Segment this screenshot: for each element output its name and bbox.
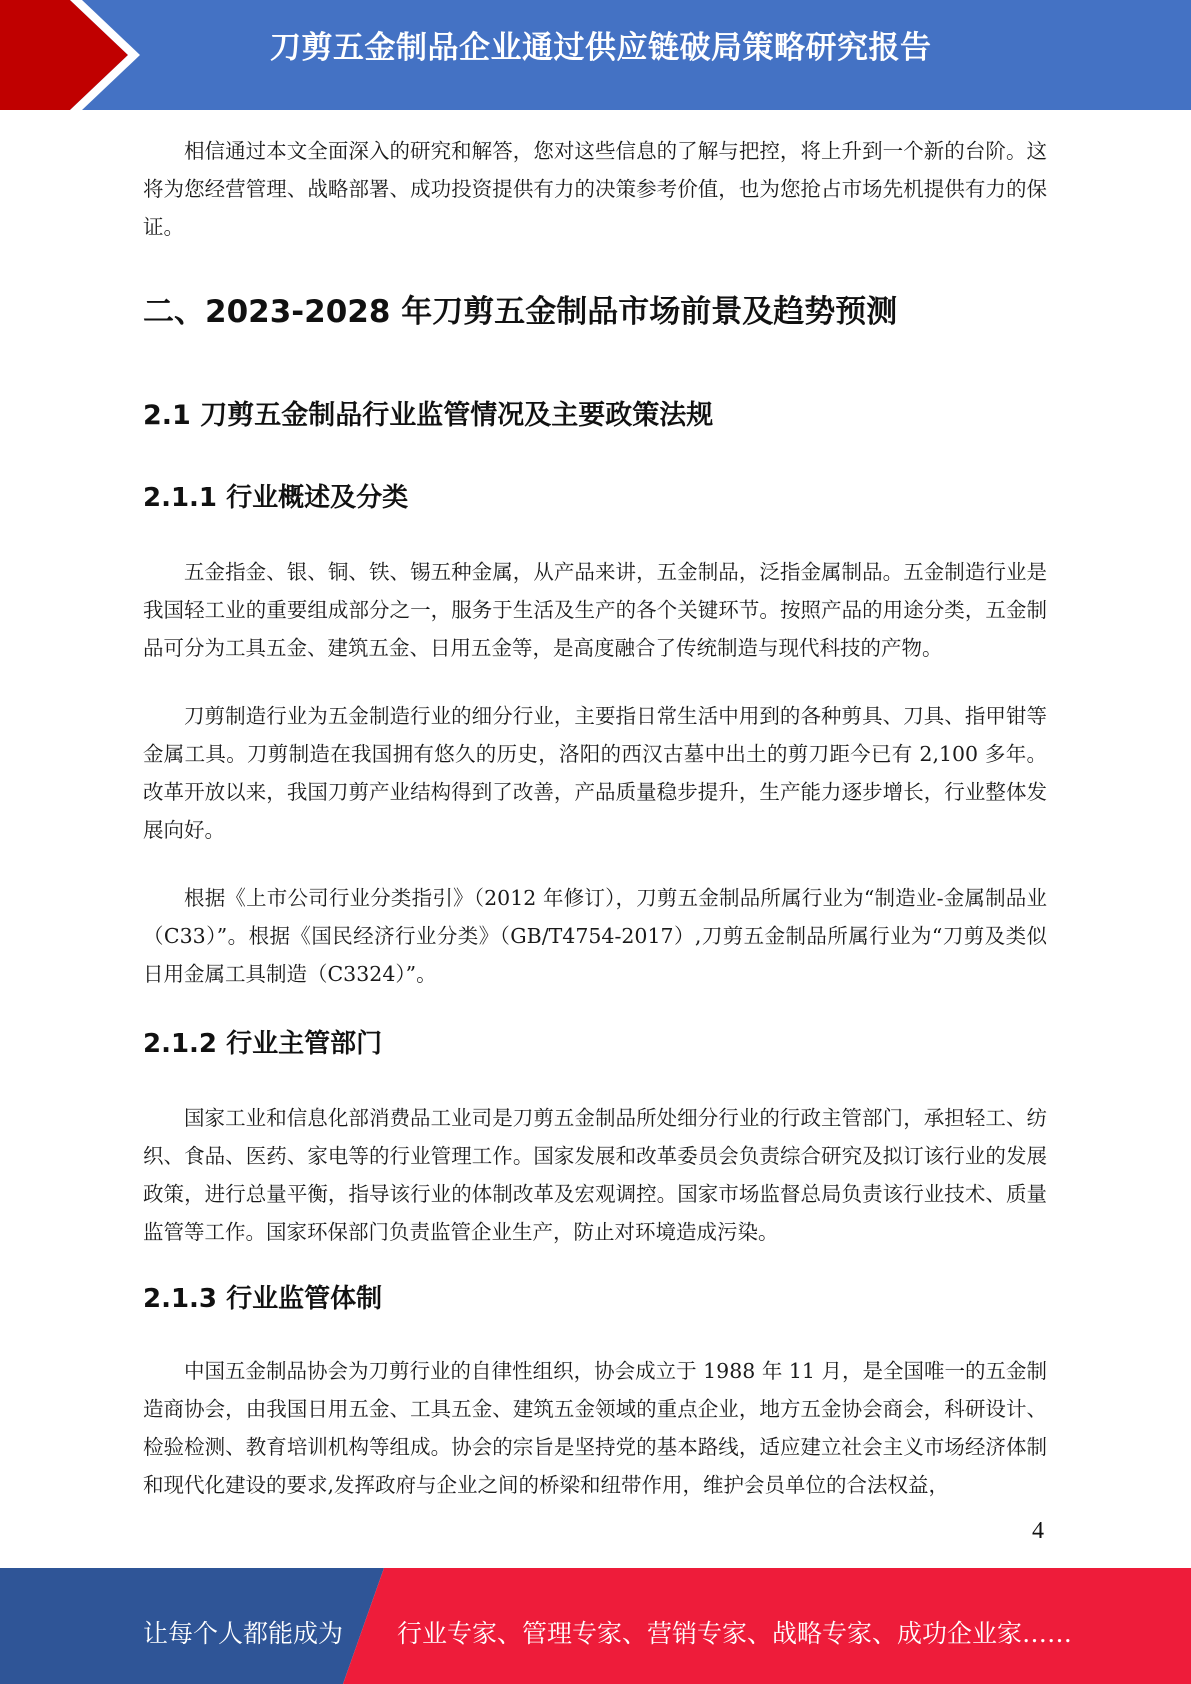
paragraph: 国家工业和信息化部消费品工业司是刀剪五金制品所处细分行业的行政主管部门，承担轻工、纺织、食品、医药、家电等的行业管理工作。国家发展和改革委员会负责综合研究及拟订该行业的发展政策，进行总量平衡，指导该行业的体制改革及宏观调控。国家市场监督总局负责该行业技术、质量监管等工作。国家环保部门负责监管企业生产，防止对环境造成污染。 (143, 1106, 1047, 1244)
chevron-logo-icon (0, 0, 160, 110)
page-footer (0, 1568, 1191, 1684)
page-header (0, 0, 1191, 110)
paragraph: 中国五金制品协会为刀剪行业的自律性组织，协会成立于 1988 年 11 月，是全国唯一的五金制造商协会，由我国日用五金、工具五金、建筑五金领域的重点企业，地方五金协会商会，科研设计、检验检测、教育培训机构等组成。协会的宗旨是坚持党的基本路线，适应建立社会主义市场经济体制和现代化建设的要求,发挥政府与企业之间的桥梁和纽带作用，维护会员单位的合法权益， (143, 1359, 1047, 1497)
section-heading: 二、2023-2028 年刀剪五金制品市场前景及趋势预测 (143, 294, 898, 330)
subsubsection-heading: 2.1.1 行业概述及分类 (143, 483, 409, 513)
report-title: 刀剪五金制品企业通过供应链破局策略研究报告 (270, 30, 932, 66)
subsubsection-heading: 2.1.2 行业主管部门 (143, 1029, 383, 1059)
subsubsection-heading: 2.1.3 行业监管体制 (143, 1284, 383, 1314)
intro-section (143, 132, 1047, 246)
footer-slogan-right: 行业专家、管理专家、营销专家、战略专家、成功企业家…… (397, 1619, 1073, 1648)
footer-slogan-left: 让每个人都能成为 (143, 1619, 344, 1648)
intro-paragraph: 相信通过本文全面深入的研究和解答，您对这些信息的了解与把控，将上升到一个新的台阶。这将为您经营管理、战略部署、成功投资提供有力的决策参考价值，也为您抢占市场先机提供有力的保证。 (143, 139, 1047, 239)
paragraph: 五金指金、银、铜、铁、锡五种金属，从产品来讲，五金制品，泛指金属制品。五金制造行业是我国轻工业的重要组成部分之一，服务于生活及生产的各个关键环节。按照产品的用途分类，五金制品可分为工具五金、建筑五金、日用五金等，是高度融合了传统制造与现代科技的产物。 (143, 560, 1047, 660)
page-number: 4 (1032, 1518, 1044, 1544)
paragraph: 根据《上市公司行业分类指引》（2012 年修订），刀剪五金制品所属行业为“制造业-金属制品业（C33）”。根据《国民经济行业分类》（GB/T4754-2017）,刀剪五金制品所属行业为“刀剪及类似日用金属工具制造（C3324）”。 (143, 886, 1047, 986)
subsection-heading: 2.1 刀剪五金制品行业监管情况及主要政策法规 (143, 400, 714, 431)
paragraph: 刀剪制造行业为五金制造行业的细分行业，主要指日常生活中用到的各种剪具、刀具、指甲钳等金属工具。刀剪制造在我国拥有悠久的历史，洛阳的西汉古墓中出土的剪刀距今已有 2,100 多年。改革开放以来，我国刀剪产业结构得到了改善，产品质量稳步提升，生产能力逐步增长，行业整体发展向好。 (143, 704, 1047, 842)
